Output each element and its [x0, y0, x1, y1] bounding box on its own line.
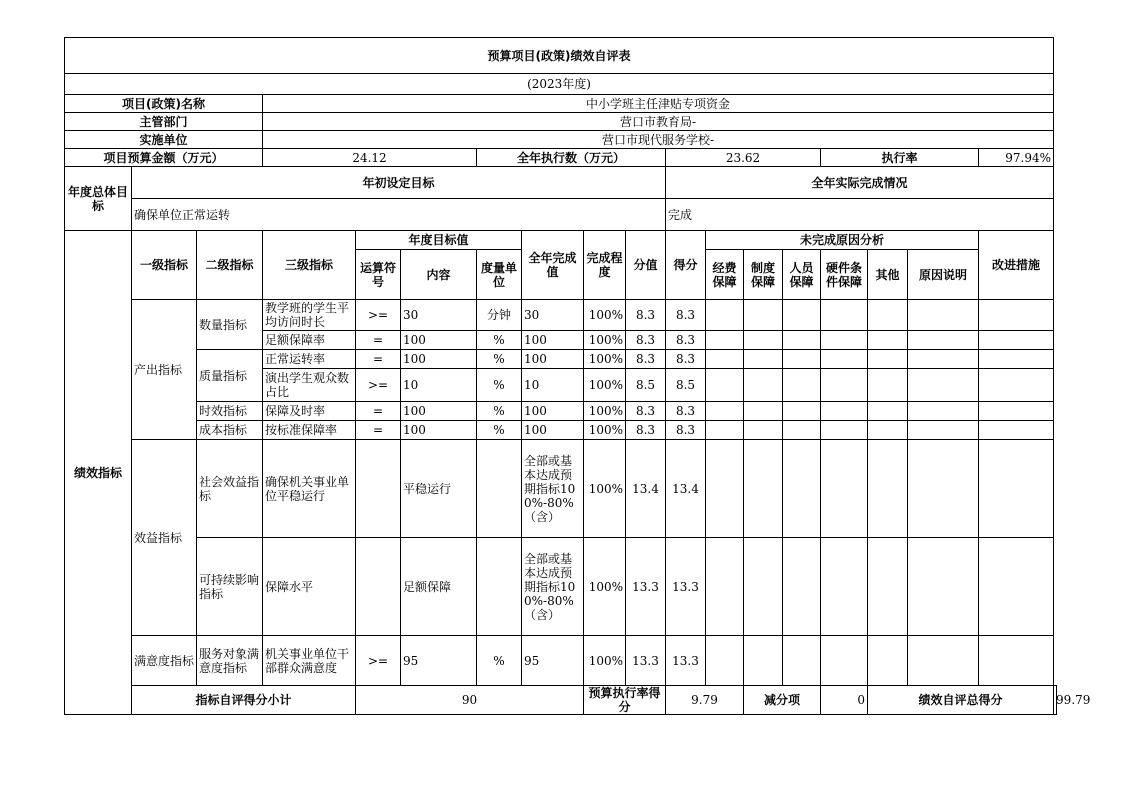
benefit-row-weight: 13.4	[626, 440, 666, 538]
benefit-row-score: 13.3	[666, 538, 706, 636]
table-row-degree: 100%	[584, 300, 626, 331]
table-row-score: 8.3	[666, 421, 706, 440]
table-row-done: 10	[522, 369, 584, 402]
table-row-done: 100	[522, 421, 584, 440]
table-row-weight: 8.3	[626, 350, 666, 369]
col-reason-funds: 经费保障	[706, 250, 744, 300]
goals-plan-header: 年初设定目标	[132, 167, 666, 199]
dept-value: 营口市教育局-	[263, 113, 1054, 131]
table-row-done: 100	[522, 402, 584, 421]
col-reason-hardware: 硬件条件保障	[821, 250, 868, 300]
table-row-l3: 保障及时率	[263, 402, 356, 421]
table-row-weight: 8.3	[626, 300, 666, 331]
budget-score-label: 预算执行率得分	[584, 686, 666, 715]
benefit-row-done: 全部或基本达成预期指标100%-80%（含）	[522, 538, 584, 636]
col-operator: 运算符号	[356, 250, 401, 300]
sat-row-op: >=	[356, 636, 401, 686]
sat-row-l2: 服务对象满意度指标	[197, 636, 263, 686]
l1-output: 产出指标	[132, 300, 197, 440]
year-subtitle: (2023年度)	[65, 74, 1054, 95]
table-row-score: 8.3	[666, 331, 706, 350]
col-level2: 二级指标	[197, 231, 263, 300]
deduct-value: 0	[821, 686, 868, 715]
table-row-op: =	[356, 421, 401, 440]
unit-value: 营口市现代服务学校-	[263, 131, 1054, 149]
table-row-score: 8.3	[666, 402, 706, 421]
table-row-degree: 100%	[584, 402, 626, 421]
benefit-row-weight: 13.3	[626, 538, 666, 636]
table-row-content: 100	[401, 350, 477, 369]
unit-label: 实施单位	[65, 131, 263, 149]
table-row-degree: 100%	[584, 331, 626, 350]
table-row-done: 30	[522, 300, 584, 331]
benefit-row-l3: 确保机关事业单位平稳运行	[263, 440, 356, 538]
table-row-unit: %	[477, 369, 522, 402]
col-degree: 完成程度	[584, 231, 626, 300]
col-weight: 分值	[626, 231, 666, 300]
table-row-content: 10	[401, 369, 477, 402]
table-row-unit: 分钟	[477, 300, 522, 331]
table-row-op: >=	[356, 300, 401, 331]
benefit-row-done: 全部或基本达成预期指标100%-80%（含）	[522, 440, 584, 538]
table-row-degree: 100%	[584, 369, 626, 402]
table-row-op: >=	[356, 369, 401, 402]
subtotal-label: 指标自评得分小计	[132, 686, 356, 715]
col-unit: 度量单位	[477, 250, 522, 300]
project-name-label: 项目(政策)名称	[65, 95, 263, 113]
table-row-score: 8.3	[666, 300, 706, 331]
page-title: 预算项目(政策)绩效自评表	[65, 38, 1054, 74]
table-row-unit: %	[477, 421, 522, 440]
table-row-content: 100	[401, 421, 477, 440]
rate-label: 执行率	[821, 149, 979, 167]
table-row-weight: 8.3	[626, 331, 666, 350]
deduct-label: 减分项	[744, 686, 821, 715]
goals-label: 年度总体目标	[65, 167, 132, 231]
exec-value: 23.62	[666, 149, 821, 167]
benefit-row-l2: 可持续影响指标	[197, 538, 263, 636]
table-row-done: 100	[522, 331, 584, 350]
col-reason-other: 其他	[868, 250, 908, 300]
col-completed: 全年完成值	[522, 231, 584, 300]
col-reason-system: 制度保障	[744, 250, 783, 300]
table-row-l3: 教学班的学生平均访问时长	[263, 300, 356, 331]
project-name-value: 中小学班主任津贴专项资金	[263, 95, 1054, 113]
goals-actual-text: 完成	[666, 199, 1054, 231]
table-row-weight: 8.5	[626, 369, 666, 402]
benefit-row-l2: 社会效益指标	[197, 440, 263, 538]
benefit-row-l3: 保障水平	[263, 538, 356, 636]
col-level3: 三级指标	[263, 231, 356, 300]
table-row-weight: 8.3	[626, 402, 666, 421]
sat-row-done: 95	[522, 636, 584, 686]
table-row-done: 100	[522, 350, 584, 369]
table-row-l3: 演出学生观众数占比	[263, 369, 356, 402]
indicators-section-label: 绩效指标	[65, 231, 132, 715]
col-target-group: 年度目标值	[356, 231, 522, 250]
table-row-op: =	[356, 402, 401, 421]
table-row-op: =	[356, 350, 401, 369]
benefit-row-degree: 100%	[584, 538, 626, 636]
total-value: 99.79	[1054, 686, 1057, 715]
table-row-score: 8.5	[666, 369, 706, 402]
table-row-l3: 足额保障率	[263, 331, 356, 350]
total-label: 绩效自评总得分	[868, 686, 1054, 715]
table-row-degree: 100%	[584, 421, 626, 440]
l2-quality: 质量指标	[197, 350, 263, 402]
budget-label: 项目预算金额（万元）	[65, 149, 263, 167]
sat-row-weight: 13.3	[626, 636, 666, 686]
benefit-row-content: 足额保障	[401, 538, 477, 636]
sat-row-unit: %	[477, 636, 522, 686]
table-row-unit: %	[477, 350, 522, 369]
col-reason-group: 未完成原因分析	[706, 231, 979, 250]
goals-plan-text: 确保单位正常运转	[132, 199, 666, 231]
l2-cost: 成本指标	[197, 421, 263, 440]
benefit-row-score: 13.4	[666, 440, 706, 538]
performance-table	[64, 37, 1091, 715]
exec-label: 全年执行数（万元）	[477, 149, 666, 167]
sat-row-degree: 100%	[584, 636, 626, 686]
col-reason-desc: 原因说明	[908, 250, 979, 300]
rate-value: 97.94%	[979, 149, 1054, 167]
table-row-l3: 按标准保障率	[263, 421, 356, 440]
sat-row-l3: 机关事业单位干部群众满意度	[263, 636, 356, 686]
table-row-content: 100	[401, 331, 477, 350]
col-score: 得分	[666, 231, 706, 300]
sat-row-content: 95	[401, 636, 477, 686]
benefit-row-content: 平稳运行	[401, 440, 477, 538]
goals-actual-header: 全年实际完成情况	[666, 167, 1054, 199]
table-row-unit: %	[477, 331, 522, 350]
l1-benefit: 效益指标	[132, 440, 197, 636]
table-row-score: 8.3	[666, 350, 706, 369]
l2-timeliness: 时效指标	[197, 402, 263, 421]
col-reason-staff: 人员保障	[783, 250, 821, 300]
l2-quantity: 数量指标	[197, 300, 263, 350]
table-row-degree: 100%	[584, 350, 626, 369]
col-level1: 一级指标	[132, 231, 197, 300]
col-improve: 改进措施	[979, 231, 1054, 300]
table-row-op: =	[356, 331, 401, 350]
col-content: 内容	[401, 250, 477, 300]
l1-satisfaction: 满意度指标	[132, 636, 197, 686]
budget-value: 24.12	[263, 149, 477, 167]
table-row-unit: %	[477, 402, 522, 421]
table-row-content: 30	[401, 300, 477, 331]
dept-label: 主管部门	[65, 113, 263, 131]
benefit-row-degree: 100%	[584, 440, 626, 538]
table-row-content: 100	[401, 402, 477, 421]
budget-score-value: 9.79	[666, 686, 744, 715]
sat-row-score: 13.3	[666, 636, 706, 686]
table-row-weight: 8.3	[626, 421, 666, 440]
table-row-l3: 正常运转率	[263, 350, 356, 369]
subtotal-value: 90	[356, 686, 584, 715]
